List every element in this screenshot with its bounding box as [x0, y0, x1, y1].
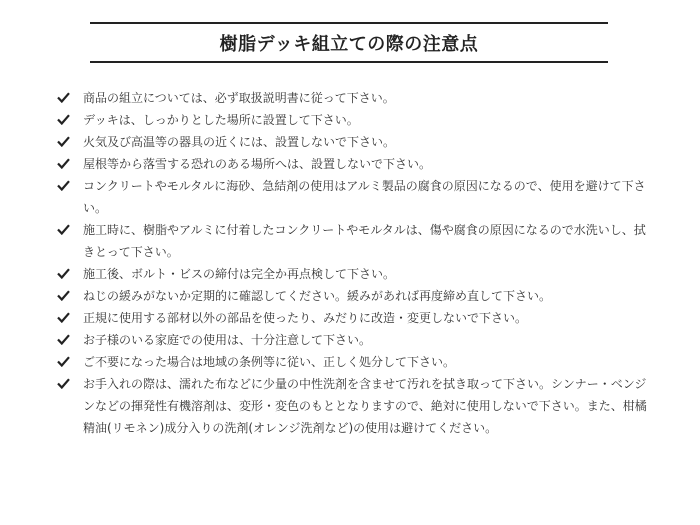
checkmark-icon: [57, 224, 70, 235]
notice-item: [55, 307, 650, 329]
notice-item: [55, 109, 650, 131]
checkmark-icon: [57, 268, 70, 279]
notice-item: [55, 263, 650, 285]
notice-item: [55, 87, 650, 109]
checkmark-icon: [57, 114, 70, 125]
notice-text: お子様のいる家庭での使用は、十分注意して下さい。: [83, 333, 372, 347]
notice-item: [55, 329, 650, 351]
notice-text: ねじの緩みがないか定期的に確認してください。緩みがあれば再度締め直して下さい。: [83, 289, 552, 303]
checkmark-icon: [57, 180, 70, 191]
notice-text: 屋根等から落雪する恐れのある場所へは、設置しないで下さい。: [83, 157, 432, 171]
notice-item: [55, 131, 650, 153]
notice-list: [55, 87, 650, 439]
checkmark-icon: [57, 312, 70, 323]
notice-text: 施工後、ボルト・ビスの締付は完全か再点検して下さい。: [83, 267, 396, 281]
page-title: 樹脂デッキ組立ての際の注意点: [219, 33, 479, 55]
checkmark-icon: [57, 290, 70, 301]
header-bar: [90, 22, 608, 63]
notice-item: [55, 373, 650, 439]
notice-text: 施工時に、樹脂やアルミに付着したコンクリートやモルタルは、傷や腐食の原因になるので水洗いし、拭きとって下さい。: [83, 223, 646, 259]
notice-text: デッキは、しっかりとした場所に設置して下さい。: [83, 113, 359, 127]
notice-text: お手入れの際は、濡れた布などに少量の中性洗剤を含ませて汚れを拭き取って下さい。シンナー・ベンジンなどの揮発性有機溶剤は、変形・変色のもととなりますので、絶対に使用しないで下さい。また、柑橘精油(リモネン)成分入りの洗剤(オレンジ洗剤など)の使用は避けてください。: [83, 377, 647, 435]
notice-text: 商品の組立については、必ず取扱説明書に従って下さい。: [83, 91, 395, 105]
notice-item: [55, 351, 650, 373]
notice-text: コンクリートやモルタルに海砂、急結剤の使用はアルミ製品の腐食の原因になるので、使用を避けて下さい。: [83, 179, 646, 215]
checkmark-icon: [57, 378, 70, 389]
checkmark-icon: [57, 92, 70, 103]
notice-text: ご不要になった場合は地域の条例等に従い、正しく処分して下さい。: [83, 355, 456, 369]
notice-item: [55, 285, 650, 307]
notice-text: 正規に使用する部材以外の部品を使ったり、みだりに改造・変更しないで下さい。: [83, 311, 528, 325]
checkmark-icon: [57, 356, 70, 367]
notice-item: [55, 219, 650, 263]
notice-item: [55, 153, 650, 175]
notice-item: [55, 175, 650, 219]
checkmark-icon: [57, 136, 70, 147]
checkmark-icon: [57, 158, 70, 169]
checkmark-icon: [57, 334, 70, 345]
notice-text: 火気及び高温等の器具の近くには、設置しないで下さい。: [83, 135, 396, 149]
